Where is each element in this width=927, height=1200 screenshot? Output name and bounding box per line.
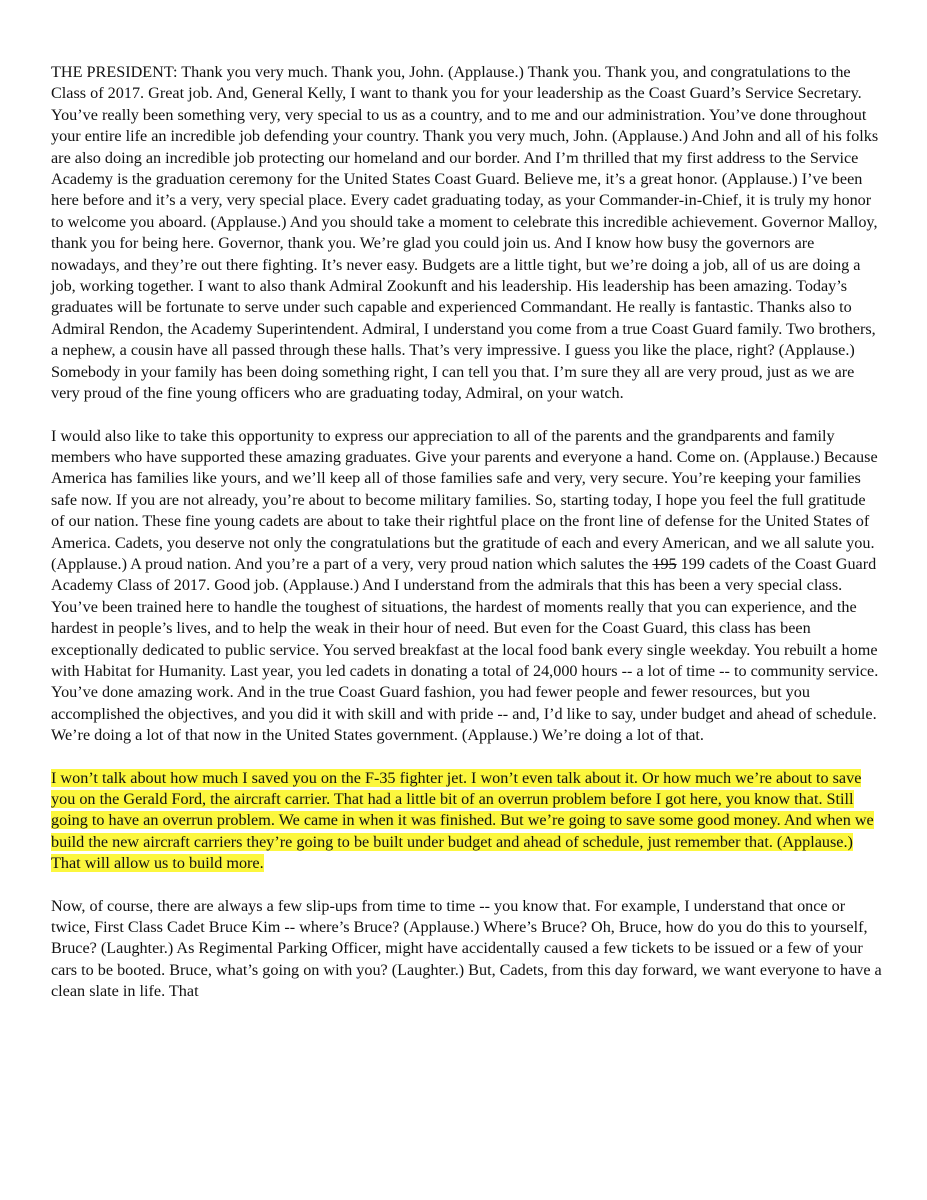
highlighted-paragraph — [51, 768, 883, 875]
highlight-span: I won’t talk about how much I saved you on the F-35 fighter jet. I won’t even talk about it. Or how much we’re about to save you on the Gerald Ford, the aircraft carrier. That had a little bit of an overrun problem before I got here, you know that. Still going to have an overrun problem. We came in when it was finished. But we’re going to save some good money. And when we build the new aircraft carriers they’re going to be built under budget and ahead of schedule, just remember that. (Applause.) That will allow us to build more. — [51, 768, 874, 873]
speech-paragraph-2 — [51, 426, 883, 747]
speech-paragraph-4: Now, of course, there are always a few slip-ups from time to time -- you know that. For example, I understand that once or twice, First Class Cadet Bruce Kim -- where’s Bruce? (Applause.) Where’s Bruce? Oh, Bruce, how do you do this to yourself, Bruce? (Laughter.) As Regimental Parking Officer, might have accidentally caused a few tickets to be issued or a few of your cars to be booted. Bruce, what’s going on with you? (Laughter.) But, Cadets, from this day forward, we want everyone to have a clean slate in life. That — [51, 896, 882, 1001]
speech-paragraph-1: THE PRESIDENT: Thank you very much. Thank you, John. (Applause.) Thank you. Thank you, and congratulations to the Class of 2017. Great job. And, General Kelly, I want to thank you for your leadership as the Coast Guard’s Service Secretary. You’ve really been something very, very special to us as a country, and to me and our administration. You’ve done throughout your entire life an incredible job defending your country. Thank you very much, John. (Applause.) And John and all of his folks are also doing an incredible job protecting our homeland and our border. And I’m thrilled that my first address to the Service Academy is the graduation ceremony for the United States Coast Guard. Believe me, it’s a great honor. (Applause.) I’ve been here before and it’s a very, very special place. Every cadet graduating today, as your Commander-in-Chief, it is truly my honor to welcome you aboard. (Applause.) And you should take a moment to celebrate this incredible achievement. Governor Malloy, thank you for being here. Governor, thank you. We’re glad you could join us. And I know how busy the governors are nowadays, and they’re out there fighting. It’s never easy. Budgets are a little tight, but we’re doing a job, all of us are doing a job, working together. I want to also thank Admiral Zookunft and his leadership. His leadership has been amazing. Today’s graduates will be fortunate to serve under such capable and experienced Commandant. He really is fantastic. Thanks also to Admiral Rendon, the Academy Superintendent. Admiral, I understand you come from a true Coast Guard family. Two brothers, a nephew, a cousin have all passed through these halls. That’s very impressive. I guess you like the place, right? (Applause.) Somebody in your family has been doing something right, I can tell you that. I’m sure they all are very proud, just as we are very proud of the fine young officers who are graduating today, Admiral, on your watch. — [51, 63, 879, 403]
struck-number: 195 — [652, 554, 677, 573]
paragraph-2-text-before-correction: I would also like to take this opportunity to express our appreciation to all of the parents and the grandparents and family members who have supported these amazing graduates. Give your parents and everyone a hand. Come on. (Applause.) Because America has families like yours, and we’ll keep all of those families safe and very, very secure. You’re keeping your families safe now. If you are not already, you’re about to become military families. So, starting today, I hope you feel the full gratitude of our nation. These fine young cadets are about to take their rightful place on the front line of defense for the United States of America. Cadets, you deserve not only the congratulations but the gratitude of each and every American, and we all salute you. (Applause.) A proud nation. And you’re a part of a very, very proud nation which salutes the — [51, 426, 878, 573]
paragraph-2-text-after-correction: 199 cadets of the Coast Guard Academy Class of 2017. Good job. (Applause.) And I understand from the admirals that this has been a very special class. You’ve been trained here to handle the toughest of situations, the hardest of moments really that you can experience, and the hardest in people’s lives, and to help the weak in their hour of need. But even for the Coast Guard, this class has been exceptionally dedicated to public service. You served breakfast at the local food bank every single weekday. You rebuilt a home with Habitat for Humanity. Last year, you led cadets in donating a total of 24,000 hours -- a lot of time -- to community service. You’ve done amazing work. And in the true Coast Guard fashion, you had fewer people and fewer resources, but you accomplished the objectives, and you did it with skill and with pride -- and, I’d like to say, under budget and ahead of schedule. We’re doing a lot of that now in the United States government. (Applause.) We’re doing a lot of that. — [51, 554, 879, 745]
